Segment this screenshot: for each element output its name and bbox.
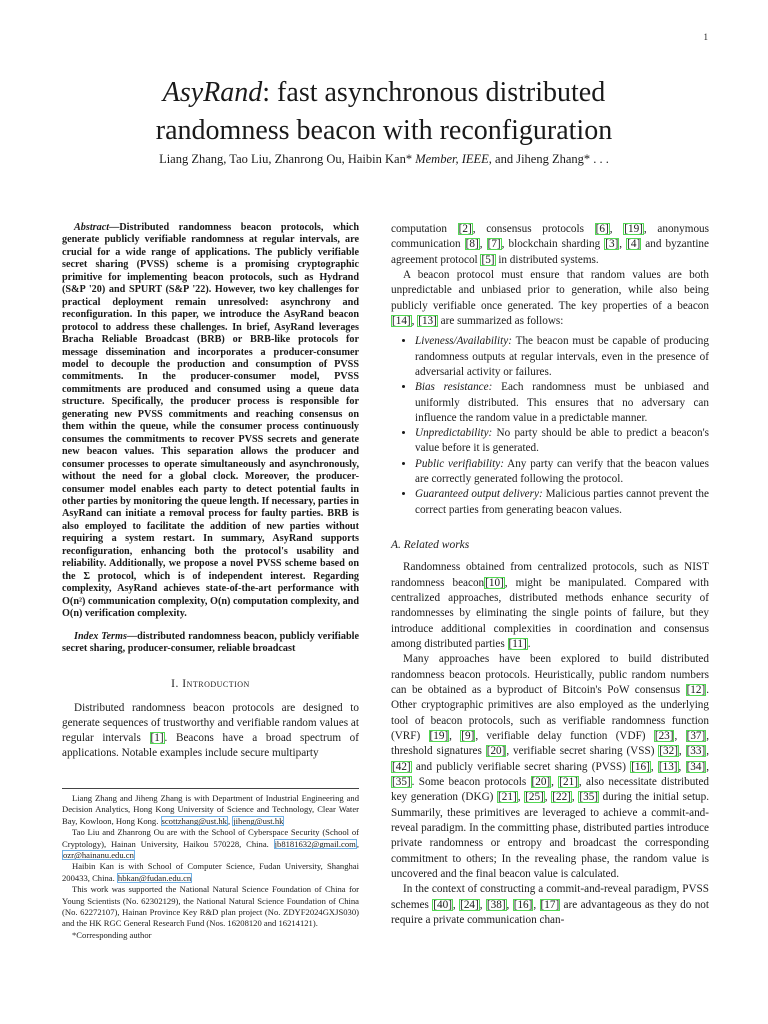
citation-link[interactable]: [14] bbox=[392, 315, 411, 328]
footnote-corresponding: *Corresponding author bbox=[72, 929, 152, 940]
author-tail: , and Jiheng Zhang* . . . bbox=[488, 152, 609, 166]
citation-link[interactable]: [17] bbox=[540, 898, 560, 911]
index-terms bbox=[62, 631, 359, 656]
citation-link[interactable]: [35] bbox=[579, 791, 599, 804]
citation-link[interactable]: [4] bbox=[627, 238, 641, 251]
citation-link[interactable]: [12] bbox=[686, 683, 706, 696]
email-link[interactable]: scottzhang@ust.hk bbox=[161, 815, 227, 826]
body-paragraph: computation [2], consensus protocols [6], [19], anonymous communication [8], [7], blockchain sharding [3], [4] and byzantine agreement protocol [5] in distributed systems. bbox=[391, 223, 709, 266]
title-line-2: randomness beacon with reconfiguration bbox=[155, 115, 613, 146]
section-heading-introduction: I. Introduction bbox=[171, 678, 250, 691]
citation-link[interactable]: [19] bbox=[624, 223, 643, 235]
title-italic-part: AsyRand bbox=[162, 77, 263, 108]
author-names: Liang Zhang, Tao Liu, Zhanrong Ou, Haibin Kan* bbox=[159, 152, 413, 166]
footnote-affiliation-2: Tao Liu and Zhanrong Ou are with the School of Cyberspace Security (School of Cryptology), Hainan University, Haikou 570228, China. jb8181632@gmail.com, ozr@hainanu.edu.cn bbox=[62, 827, 359, 861]
citation-link[interactable]: [25] bbox=[525, 791, 544, 804]
body-paragraph: Randomness obtained from centralized protocols, such as NIST randomness beacon[10], might be manipulated. Compared with centralized approaches, distributed methods enhance security of randomnesses by eliminating the single points of failure, but they introduce additional complexities in coordination and consensus among distributed parties [11]. bbox=[391, 561, 709, 650]
citation-link[interactable]: [1] bbox=[150, 732, 164, 745]
author-membership: Member, IEEE bbox=[415, 152, 489, 166]
citation-link[interactable]: [34] bbox=[686, 760, 706, 773]
list-item: • Public verifiability: Any party can verify that the beacon values are correctly generated following the protocol. bbox=[415, 457, 709, 488]
citation-link[interactable]: [40] bbox=[433, 898, 452, 911]
citation-link[interactable]: [23] bbox=[654, 729, 674, 742]
email-link[interactable]: hbkan@fudan.edu.cn bbox=[117, 872, 192, 883]
footnote-affiliation-1: Liang Zhang and Jiheng Zhang is with Department of Industrial Engineering and Decision Analytics, Hong Kong University of Science and Technology, Clear Water Bay, Kowloon, Hong Kong. scottzhang@ust.hk, jiheng@ust.hk bbox=[62, 793, 359, 826]
body-paragraph: A beacon protocol must ensure that random values are both unpredictable and unbiased prior to generation, while also being publicly verifiable once generated. The key properties of a beacon [14], [13] are summarized as follows: bbox=[391, 269, 709, 328]
citation-link[interactable]: [33] bbox=[686, 745, 706, 758]
email-link[interactable]: jb8181632@gmail.com bbox=[274, 838, 356, 849]
citation-link[interactable]: [20] bbox=[486, 745, 506, 758]
citation-link[interactable]: [35] bbox=[392, 775, 411, 788]
title-rest: : fast asynchronous distributed bbox=[262, 77, 606, 108]
left-column bbox=[62, 222, 359, 761]
citation-link[interactable]: [2] bbox=[458, 223, 472, 235]
footnote-funding: This work was supported the National Natural Science Foundation of China for Young Scientists (No. 62302129), the National Natural Science Foundation of China (No. 62272107), Hainan Province Key R&D plan project (No. ZDYF2024GXJS030) and the HK RGC General Research Fund (Nos. 16208120 and 16214121). bbox=[62, 884, 359, 929]
citation-link[interactable]: [21] bbox=[559, 775, 578, 788]
body-paragraph: In the context of constructing a commit-and-reveal paradigm, PVSS schemes [40], [24], [38], [16], [17] are advantageous as they do not require a private communication chan- bbox=[391, 883, 710, 927]
citation-link[interactable]: [9] bbox=[461, 729, 475, 742]
citation-link[interactable]: [3] bbox=[605, 238, 619, 251]
abstract-text: —Distributed randomness beacon protocols, which generate publicly verifiable randomness at regular intervals, are crucial for a wide range of applications. The publicly verifiable secret sharing (PVSS) scheme is a promising cryptographic primitive for implementing beacon protocols, such as Hydrand (S&P '20) and SPURT (S&P '22). However, two key challenges for practical deployment remain unresolved: asynchrony and reconfiguration. In this paper, we introduce the AsyRand beacon protocol to address these challenges. In brief, AsyRand leverages Bracha Reliable Broadcast (BRB) or BRB-like protocols for message dissemination and incorporates a producer-consumer model to decouple the production and consumption of PVSS commitments. In the producer-consumer model, PVSS commitments are produced and consumed using a queue data structure. Specifically, the producer process is responsible for generating new PVSS commitments and reaching consensus on them within the queue, while the consumer process continuously consumes the commitments to recover PVSS secrets and generate new beacon values. This separation allows the producer and consumer processes to operate simultaneously and asynchronously, without the need for a global clock. Moreover, the producer-consumer model enables each party to detect potential faults in other parties by monitoring the queue length. If necessary, parties in AsyRand can initiate a removal process for faulty parties. BRB is also employed to facilitate the addition of new parties without requiring a system restart. In summary, AsyRand supports reconfiguration, enhancing both the protocol's usability and reliability. Additionally, we propose a novel PVSS scheme based on the Σ protocol, which is of independent interest. Regarding complexity, AsyRand achieves state-of-the-art performance with O(n²) communication complexity, O(n) computation complexity, and O(n) verification complexity. bbox=[62, 222, 359, 620]
abstract-label: Abstract bbox=[74, 222, 110, 233]
citation-link[interactable]: [22] bbox=[552, 791, 571, 804]
subsection-heading-related-works: A. Related works bbox=[391, 538, 470, 551]
citation-link[interactable]: [6] bbox=[595, 223, 609, 235]
list-item: • Guaranteed output delivery: Malicious parties cannot prevent the correct parties from generating beacon values. bbox=[415, 487, 709, 518]
citation-link[interactable]: [24] bbox=[460, 898, 479, 911]
index-terms-label: Index Terms bbox=[74, 630, 127, 642]
abstract bbox=[62, 222, 359, 621]
footnote-affiliation-3: Haibin Kan is with School of Computer Science, Fudan University, Shanghai 200433, China. hbkan@fudan.edu.cn bbox=[62, 861, 359, 883]
list-item: • Liveness/Availability: The beacon must be capable of producing randomness outputs at regular intervals, even in the presence of adversarial activity or failures. bbox=[415, 334, 709, 380]
citation-link[interactable]: [8] bbox=[465, 238, 479, 251]
citation-link[interactable]: [38] bbox=[486, 898, 506, 911]
citation-link[interactable]: [10] bbox=[485, 576, 504, 589]
beacon-properties-list bbox=[391, 334, 709, 518]
citation-link[interactable]: [5] bbox=[481, 253, 495, 266]
citation-link[interactable]: [16] bbox=[513, 898, 533, 911]
citation-link[interactable]: [37] bbox=[686, 729, 706, 742]
intro-paragraph: Distributed randomness beacon protocols are designed to generate sequences of trustworthy and verifiable random values at regular intervals [1]. Beacons have a broad spectrum of applications. Notable examples include secure multiparty bbox=[62, 701, 359, 760]
citation-link[interactable]: [42] bbox=[392, 760, 411, 773]
body-paragraph: Many approaches have been explored to build distributed randomness beacon protocols. Heuristically, public random numbers can be obtained as a byproduct of Bitcoin's PoW consensus [12]. Other cryptographic primitives are also employed as the underlying tool of beacon protocols, such as verifiable randomness function (VRF) [19], [9], verifiable delay function (VDF) [23], [37], threshold signatures [20], verifiable secret sharing (VSS) [32], [33], [42] and publicly verifiable secret sharing (PVSS) [16], [13], [34], [35]. Some beacon protocols [20], [21], also necessitate distributed key generation (DKG) [21], [25], [22], [35] during the initial setup. Summarily, these primitives are leveraged to achieve a commit-and-reveal paradigm. In the committing phase, distributed parties introduce private randomness or entropy and broadcast the corresponding commitment to others; In the revealing phase, the random value is uncovered and the final beacon value is calculated. bbox=[391, 653, 710, 881]
author-list bbox=[60, 152, 708, 167]
citation-link[interactable]: [11] bbox=[508, 637, 527, 650]
citation-link[interactable]: [19] bbox=[429, 729, 449, 742]
list-item: • Unpredictability: No party should be able to predict a beacon's value before it is generated. bbox=[415, 426, 709, 457]
citation-link[interactable]: [7] bbox=[487, 238, 501, 251]
list-item: • Bias resistance: Each randomness must be unbiased and uniformly distributed. This ensures that no adversary can influence the random value in a predictable manner. bbox=[415, 380, 709, 426]
page-number: 1 bbox=[703, 32, 708, 42]
email-link[interactable]: ozr@hainanu.edu.cn bbox=[63, 850, 134, 861]
citation-link[interactable]: [32] bbox=[659, 745, 678, 758]
email-link[interactable]: jiheng@ust.hk bbox=[233, 815, 284, 826]
citation-link[interactable]: [21] bbox=[498, 791, 517, 804]
right-column bbox=[391, 222, 709, 928]
citation-link[interactable]: [16] bbox=[631, 760, 650, 773]
index-terms-text: —distributed randomness beacon, publicly verifiable secret sharing, producer-consumer, reliable broadcast bbox=[62, 630, 359, 654]
paper-title bbox=[60, 74, 708, 150]
citation-link[interactable]: [13] bbox=[658, 760, 678, 773]
footnotes bbox=[62, 788, 359, 941]
citation-link[interactable]: [20] bbox=[531, 775, 551, 788]
citation-link[interactable]: [13] bbox=[418, 315, 437, 328]
